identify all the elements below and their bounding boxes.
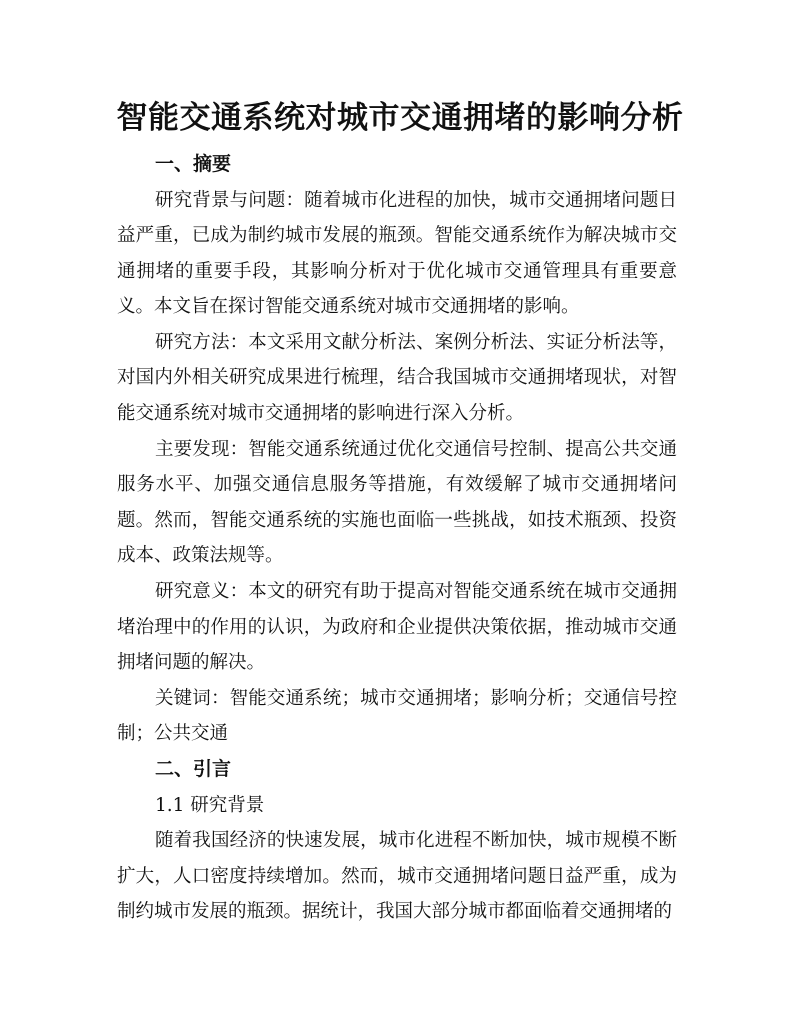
abstract-paragraph-findings: 主要发现：智能交通系统通过优化交通信号控制、提高公共交通服务水平、加强交通信息服务等措施，有效缓解了城市交通拥堵问题。然而，智能交通系统的实施也面临一些挑战，如技术瓶颈、投资成本、政策法规等。 <box>117 438 677 567</box>
abstract-keywords: 关键词：智能交通系统；城市交通拥堵；影响分析；交通信号控制；公共交通 <box>117 687 677 745</box>
abstract-paragraph-method: 研究方法：本文采用文献分析法、案例分析法、实证分析法等，对国内外相关研究成果进行梳理，结合我国城市交通拥堵现状，对智能交通系统对城市交通拥堵的影响进行深入分析。 <box>117 331 677 425</box>
section-heading-abstract: 一、摘要 <box>155 153 232 175</box>
document-title: 智能交通系统对城市交通拥堵的影响分析 <box>116 100 684 136</box>
introduction-paragraph: 随着我国经济的快速发展，城市化进程不断加快，城市规模不断扩大，人口密度持续增加。然而，城市交通拥堵问题日益严重，成为制约城市发展的瓶颈。据统计，我国大部分城市都面临着交通拥堵的 <box>117 830 677 923</box>
document-body <box>117 147 677 930</box>
abstract-paragraph-significance: 研究意义：本文的研究有助于提高对智能交通系统在城市交通拥堵治理中的作用的认识，为政府和企业提供决策依据，推动城市交通拥堵问题的解决。 <box>117 581 677 674</box>
section-heading-introduction: 二、引言 <box>155 758 232 780</box>
subsection-heading-background: 1.1 研究背景 <box>155 794 265 816</box>
abstract-paragraph-background: 研究背景与问题：随着城市化进程的加快，城市交通拥堵问题日益严重，已成为制约城市发展的瓶颈。智能交通系统作为解决城市交通拥堵的重要手段，其影响分析对于优化城市交通管理具有重要意义。本文旨在探讨智能交通系统对城市交通拥堵的影响。 <box>117 189 677 318</box>
